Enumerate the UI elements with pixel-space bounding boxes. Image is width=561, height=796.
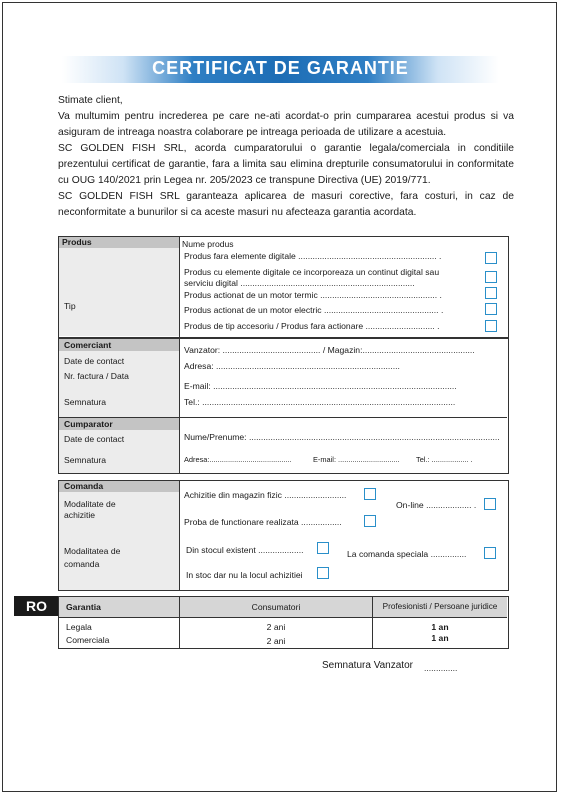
garantia-header-line — [59, 617, 507, 618]
intro-paragraph-1: Va multumim pentru increderea pe care ne-ati acordat-o prin cumpararea acestui produs si va asiguram de intreaga noastra colaborare pe intreaga perioada de utilizare a acestuia. — [58, 111, 514, 138]
col-profesionisti: Profesionisti / Persoane juridice — [382, 602, 498, 611]
produs-divider — [179, 237, 180, 337]
comanda-divider — [179, 481, 180, 590]
modalitate-achizitie-label-1: Modalitate de — [64, 499, 116, 509]
comanda-speciala-label: La comanda speciala ............... — [347, 549, 467, 559]
product-option-accesoriu: Produs de tip accesoriu / Produs fara actionare ............................. . — [184, 321, 440, 331]
semnatura-vanzator-field[interactable]: .............. — [424, 663, 458, 673]
checkbox-fara-digitale[interactable] — [485, 252, 497, 264]
comanda-header: Comanda — [64, 481, 104, 491]
comerciant-nr-factura-label: Nr. factura / Data — [64, 371, 129, 381]
garantie-legala-label: Legala — [66, 622, 92, 632]
proba-functionare-label: Proba de functionare realizata ................. — [184, 517, 342, 527]
product-option-motor-electric: Produs actionat de un motor electric ................................................ . — [184, 305, 444, 315]
comerciant-header: Comerciant — [64, 340, 112, 350]
comerciant-tel-field[interactable]: Tel.: .......................................................................................................... — [184, 397, 456, 407]
comerciant-semnatura-label: Semnatura — [64, 397, 107, 407]
stoc-nu-la-locul-label: In stoc dar nu la locul achizitiei — [186, 570, 303, 580]
checkbox-stoc-existent[interactable] — [317, 542, 329, 554]
product-option-cu-digitale: Produs cu elemente digitale ce incorporeaza un continut digital sau — [184, 267, 440, 277]
intro-paragraph-2: SC GOLDEN FISH SRL, acorda cumparatorului o garantie legala/comerciala in conditiile prezentului certificat de garantie, fara a limita sau elimina drepturile consumatorului in conformitate cu OUG 140/2021 prin Legea nr. 205/2023 ce transpune Directiva (UE) 2019/771. — [58, 143, 514, 186]
garantie-legala-profesionisti: 1 an — [431, 622, 449, 632]
checkbox-comanda-speciala[interactable] — [484, 547, 496, 559]
garantie-comerciala-consumatori: 2 ani — [266, 636, 286, 646]
checkbox-motor-termic[interactable] — [485, 287, 497, 299]
achizitie-fizic-label: Achizitie din magazin fizic .......................... — [184, 490, 347, 500]
cumparator-adresa-field[interactable]: Adresa:........................................ — [184, 455, 292, 464]
product-option-fara-digitale: Produs fara elemente digitale .......................................................... . — [184, 251, 442, 261]
language-tag: RO — [14, 596, 62, 616]
cumparator-tel-field[interactable]: Tel.: .................. . — [416, 455, 473, 464]
nume-produs-label: Nume produs — [182, 239, 234, 249]
produs-section — [58, 236, 509, 338]
comerciant-adresa-field[interactable]: Adresa: ............................................................................. — [184, 361, 400, 371]
produs-header: Produs — [62, 237, 92, 247]
nume-prenume-field[interactable]: Nume/Prenume: ......................................................................................................... — [184, 432, 500, 442]
cumparator-semnatura-label: Semnatura — [64, 455, 107, 465]
title-banner — [62, 56, 499, 83]
checkbox-motor-electric[interactable] — [485, 303, 497, 315]
intro-greeting: Stimate client, — [58, 95, 123, 106]
garantie-comerciala-label: Comerciala — [66, 635, 110, 645]
product-option-motor-termic: Produs actionat de un motor termic ................................................. . — [184, 290, 442, 300]
page-title: CERTIFICAT DE GARANTIE — [152, 58, 409, 78]
checkbox-stoc-nu-la-locul[interactable] — [317, 567, 329, 579]
checkbox-accesoriu[interactable] — [485, 320, 497, 332]
modalitate-achizitie-label-2: achizitie — [64, 510, 96, 520]
comerciant-cumparator-section — [58, 338, 509, 474]
checkbox-online[interactable] — [484, 498, 496, 510]
garantia-header: Garantia — [66, 602, 101, 612]
stoc-existent-label: Din stocul existent ................... — [186, 545, 304, 555]
produs-label-column — [59, 247, 179, 336]
modalitate-comanda-label-2: comanda — [64, 559, 100, 569]
checkbox-proba-functionare[interactable] — [364, 515, 376, 527]
intro-text — [58, 93, 514, 221]
semnatura-vanzator-label: Semnatura Vanzator — [322, 660, 413, 671]
garantie-comerciala-profesionisti: 1 an — [431, 633, 449, 643]
vanzator-field[interactable]: Vanzator: ......................................... / Magazin:............................................... — [184, 345, 475, 355]
comerciant-divider — [179, 339, 180, 473]
product-option-cu-digitale-cont: serviciu digital ......................................................................... — [184, 278, 415, 288]
col-consumatori: Consumatori — [251, 602, 301, 612]
cumparator-email-field[interactable]: E-mail: .............................. — [313, 455, 400, 464]
comerciant-date-contact-label: Date de contact — [64, 356, 125, 366]
checkbox-magazin-fizic[interactable] — [364, 488, 376, 500]
online-label: On-line ................... . — [396, 500, 477, 510]
garantie-legala-consumatori: 2 ani — [266, 622, 286, 632]
modalitate-comanda-label-1: Modalitatea de — [64, 546, 121, 556]
garantia-section — [58, 596, 509, 649]
tip-label: Tip — [64, 301, 76, 311]
comanda-label-column — [59, 481, 179, 590]
cumparator-header: Cumparator — [64, 419, 113, 429]
comanda-section — [58, 480, 509, 591]
intro-paragraph-3: SC GOLDEN FISH SRL garanteaza aplicarea de masuri corective, fara costuri, in caz de neconformitate a bunurilor si ca aceste masuri nu afecteaza garantia acordata. — [58, 191, 514, 218]
checkbox-cu-digitale[interactable] — [485, 271, 497, 283]
cumparator-date-contact-label: Date de contact — [64, 434, 125, 444]
comerciant-email-field[interactable]: E-mail: ...................................................................................................... — [184, 381, 457, 391]
